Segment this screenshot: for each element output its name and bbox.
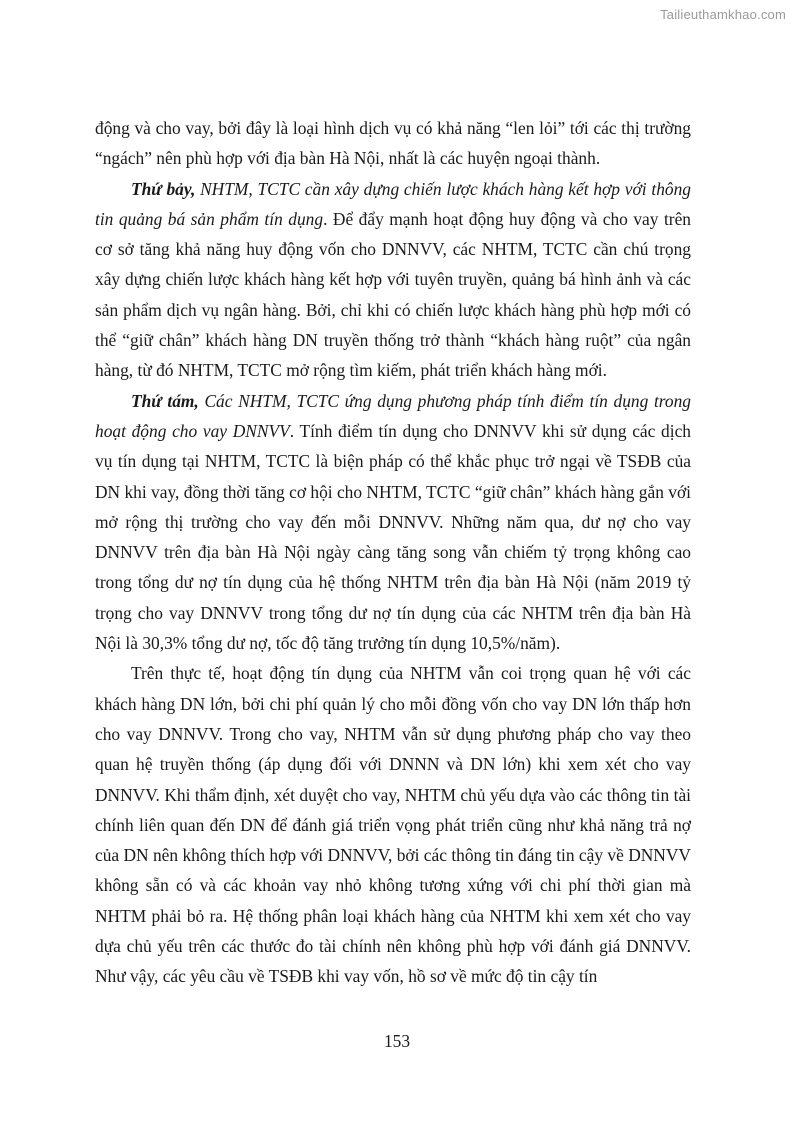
paragraph-continuation: động và cho vay, bởi đây là loại hình dịch vụ có khả năng “len lỏi” tới các thị trường “ngách” nên phù hợp với địa bàn Hà Nội, nhất là các huyện ngoại thành. <box>95 118 691 169</box>
watermark-text: Tailieuthamkhao.com <box>660 7 786 22</box>
paragraph-lead-eighth: Thứ tám, <box>131 390 199 411</box>
paragraph-topic-seventh: NHTM, TCTC cần xây dựng chiến lược khách hàng kết hợp với thông tin quảng bá sản phẩm tín dụng <box>95 178 691 229</box>
paragraph-body-eighth: . Tính điểm tín dụng cho DNNVV khi sử dụng các dịch vụ tín dụng tại NHTM, TCTC là biện pháp có thể khắc phục trở ngại về TSĐB của DN khi vay, đồng thời tăng cơ hội cho NHTM, TCTC “giữ chân” khách hàng gắn với mở rộng thị trường cho vay đến mỗi DNNVV. Những năm qua, dư nợ cho vay DNNVV trên địa bàn Hà Nội ngày càng tăng song vẫn chiếm tỷ trọng không cao trong tổng dư nợ tín dụng của hệ thống NHTM trên địa bàn Hà Nội (năm 2019 tỷ trọng cho vay DNNVV trong tổng dư nợ tín dụng của các NHTM trên địa bàn Hà Nội là 30,3% tổng dư nợ, tốc độ tăng trưởng tín dụng 10,5%/năm). <box>95 420 691 654</box>
paragraph-practice: Trên thực tế, hoạt động tín dụng của NHTM vẫn coi trọng quan hệ với các khách hàng DN lớn, bởi chi phí quản lý cho mỗi đồng vốn cho vay DN lớn thấp hơn cho vay DNNVV. Trong cho vay, NHTM vẫn sử dụng phương pháp cho vay theo quan hệ truyền thống (áp dụng đối với DNNN và DN lớn) khi xem xét cho vay DNNVV. Khi thẩm định, xét duyệt cho vay, NHTM chủ yếu dựa vào các thông tin tài chính liên quan đến DN để đánh giá triển vọng phát triển cũng như khả năng trả nợ của DN nên không thích hợp với DNNVV, bởi các thông tin đáng tin cậy về DNNVV không sẵn có và các khoản vay nhỏ không tương xứng với chi phí thời gian mà NHTM phải bỏ ra. Hệ thống phân loại khách hàng của NHTM khi xem xét cho vay dựa chủ yếu trên các thước đo tài chính nên không phù hợp với đánh giá DNNVV. Như vậy, các yêu cầu về TSĐB khi vay vốn, hồ sơ về mức độ tin cậy tín <box>95 663 691 987</box>
paragraph-eighth-solution <box>95 386 691 659</box>
paragraph-seventh-solution <box>95 174 691 386</box>
paragraph-lead-seventh: Thứ bảy, <box>131 178 196 199</box>
page-number: 153 <box>383 1031 411 1051</box>
paragraph-body-seventh: . Để đẩy mạnh hoạt động huy động và cho vay trên cơ sở tăng khả năng huy động vốn cho DNNVV, các NHTM, TCTC cần chú trọng xây dựng chiến lược khách hàng kết hợp với tuyên truyền, quảng bá hình ảnh và các sản phẩm dịch vụ ngân hàng. Bởi, chỉ khi có chiến lược khách hàng phù hợp mới có thể “giữ chân” khách hàng DN truyền thống trở thành “khách hàng ruột” của ngân hàng, từ đó NHTM, TCTC mở rộng tìm kiếm, phát triển khách hàng mới. <box>95 208 691 381</box>
paragraph-topic-eighth: Các NHTM, TCTC ứng dụng phương pháp tính điểm tín dụng trong hoạt động cho vay DNNVV <box>95 390 691 441</box>
document-body <box>95 113 691 992</box>
